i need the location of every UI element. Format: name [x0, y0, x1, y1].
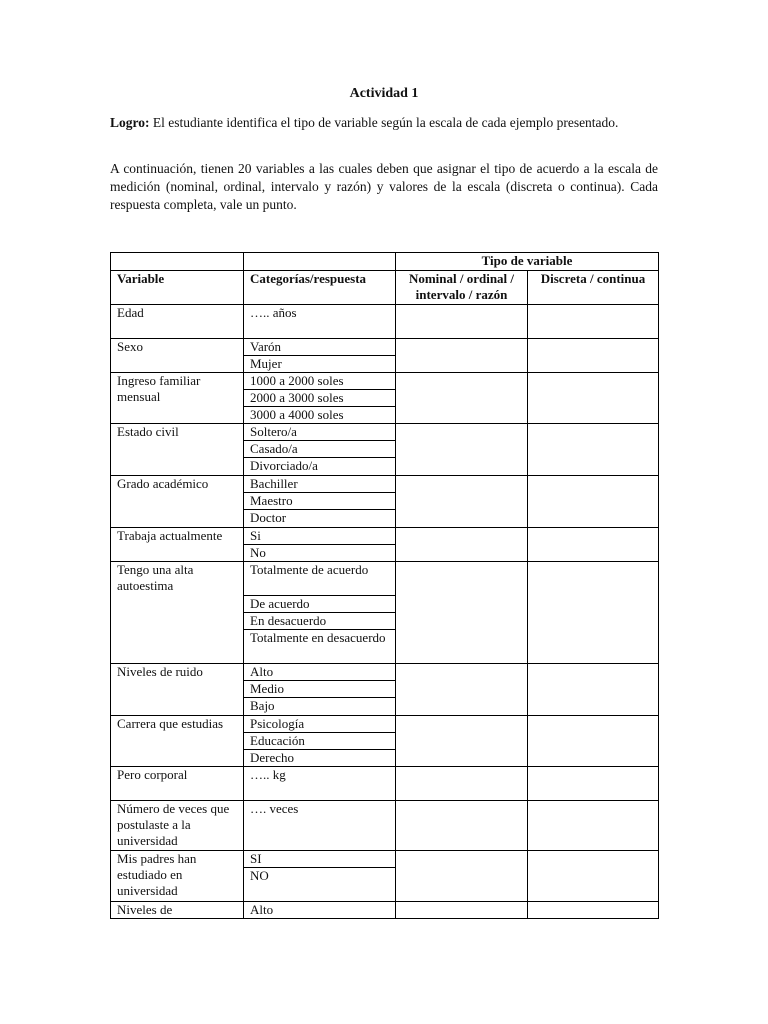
- discreta-answer-cell[interactable]: [528, 305, 659, 339]
- table-row: [111, 716, 659, 733]
- variable-cell: Número de veces que postulaste a la universidad: [111, 801, 244, 851]
- categorias-header: Categorías/respuesta: [244, 271, 396, 305]
- variable-header: Variable: [111, 271, 244, 305]
- logro-paragraph: [110, 114, 658, 132]
- tipo-de-variable-header: Tipo de variable: [396, 253, 659, 271]
- discreta-answer-cell[interactable]: [528, 851, 659, 902]
- nominal-answer-cell[interactable]: [396, 801, 528, 851]
- discreta-answer-cell[interactable]: [528, 476, 659, 528]
- nominal-answer-cell[interactable]: [396, 851, 528, 902]
- table-row: [111, 373, 659, 390]
- variable-cell: Estado civil: [111, 424, 244, 476]
- nominal-answer-cell[interactable]: [396, 305, 528, 339]
- category-cell: SI: [244, 851, 396, 868]
- category-cell: Bajo: [244, 698, 396, 716]
- category-cell: Si: [244, 528, 396, 545]
- variables-table: [110, 252, 659, 919]
- category-cell: Educación: [244, 733, 396, 750]
- category-cell: Maestro: [244, 493, 396, 510]
- nominal-answer-cell[interactable]: [396, 528, 528, 562]
- nominal-answer-cell[interactable]: [396, 562, 528, 664]
- discreta-answer-cell[interactable]: [528, 716, 659, 767]
- category-cell: No: [244, 545, 396, 562]
- table-row: [111, 767, 659, 801]
- variable-cell: Grado académico: [111, 476, 244, 528]
- variable-cell: Pero corporal: [111, 767, 244, 801]
- category-cell: ….. kg: [244, 767, 396, 801]
- discreta-answer-cell[interactable]: [528, 528, 659, 562]
- category-cell: Alto: [244, 664, 396, 681]
- variable-cell: Carrera que estudias: [111, 716, 244, 767]
- table-row: [111, 664, 659, 681]
- discreta-answer-cell[interactable]: [528, 801, 659, 851]
- nominal-ordinal-header: Nominal / ordinal / intervalo / razón: [396, 271, 528, 305]
- discreta-answer-cell[interactable]: [528, 767, 659, 801]
- column-header-row: [111, 271, 659, 305]
- nominal-answer-cell[interactable]: [396, 767, 528, 801]
- discreta-answer-cell[interactable]: [528, 562, 659, 664]
- discreta-answer-cell[interactable]: [528, 339, 659, 373]
- category-cell: Varón: [244, 339, 396, 356]
- category-cell: De acuerdo: [244, 596, 396, 613]
- category-cell: ….. años: [244, 305, 396, 339]
- variable-cell: Trabaja actualmente: [111, 528, 244, 562]
- category-cell: …. veces: [244, 801, 396, 851]
- category-cell: Soltero/a: [244, 424, 396, 441]
- nominal-answer-cell[interactable]: [396, 476, 528, 528]
- header-empty-cell: [111, 253, 244, 271]
- category-cell: Alto: [244, 902, 396, 919]
- variable-cell: Niveles de: [111, 902, 244, 919]
- nominal-answer-cell[interactable]: [396, 339, 528, 373]
- variable-cell: Edad: [111, 305, 244, 339]
- category-cell: 3000 a 4000 soles: [244, 407, 396, 424]
- table-row: [111, 528, 659, 545]
- nominal-answer-cell[interactable]: [396, 664, 528, 716]
- category-cell: 2000 a 3000 soles: [244, 390, 396, 407]
- page-title: Actividad 1: [349, 86, 419, 101]
- table-row: [111, 305, 659, 339]
- discreta-answer-cell[interactable]: [528, 664, 659, 716]
- logro-text: El estudiante identifica el tipo de variable según la escala de cada ejemplo presentado.: [149, 115, 619, 130]
- discreta-answer-cell[interactable]: [528, 373, 659, 424]
- category-cell: Mujer: [244, 356, 396, 373]
- category-cell: Medio: [244, 681, 396, 698]
- table-row: [111, 476, 659, 493]
- table-row: [111, 339, 659, 356]
- header-empty-cell: [244, 253, 396, 271]
- category-cell: Psicología: [244, 716, 396, 733]
- group-header-row: [111, 253, 659, 271]
- nominal-answer-cell[interactable]: [396, 424, 528, 476]
- variable-cell: Mis padres han estudiado en universidad: [111, 851, 244, 902]
- nominal-answer-cell[interactable]: [396, 716, 528, 767]
- intro-paragraph: A continuación, tienen 20 variables a las cuales deben que asignar el tipo de acuerdo a la escala de medición (nominal, ordinal, intervalo y razón) y valores de la escala (discreta o continua). Cada respuesta completa, vale un punto.: [110, 161, 658, 212]
- category-cell: Casado/a: [244, 441, 396, 458]
- category-cell: 1000 a 2000 soles: [244, 373, 396, 390]
- category-cell: En desacuerdo: [244, 613, 396, 630]
- variable-cell: Sexo: [111, 339, 244, 373]
- nominal-answer-cell[interactable]: [396, 902, 528, 919]
- category-cell: Totalmente en desacuerdo: [244, 630, 396, 664]
- discreta-answer-cell[interactable]: [528, 902, 659, 919]
- variable-cell: Tengo una alta autoestima: [111, 562, 244, 664]
- category-cell: NO: [244, 868, 396, 902]
- category-cell: Doctor: [244, 510, 396, 528]
- table-row: [111, 902, 659, 919]
- category-cell: Derecho: [244, 750, 396, 767]
- variable-cell: Niveles de ruido: [111, 664, 244, 716]
- discreta-answer-cell[interactable]: [528, 424, 659, 476]
- table-row: [111, 851, 659, 868]
- category-cell: Bachiller: [244, 476, 396, 493]
- table-row: [111, 801, 659, 851]
- logro-label: Logro:: [110, 115, 150, 130]
- table-row: [111, 424, 659, 441]
- category-cell: Totalmente de acuerdo: [244, 562, 396, 596]
- table-row: [111, 562, 659, 596]
- variable-cell: Ingreso familiar mensual: [111, 373, 244, 424]
- nominal-answer-cell[interactable]: [396, 373, 528, 424]
- discreta-continua-header: Discreta / continua: [528, 271, 659, 305]
- category-cell: Divorciado/a: [244, 458, 396, 476]
